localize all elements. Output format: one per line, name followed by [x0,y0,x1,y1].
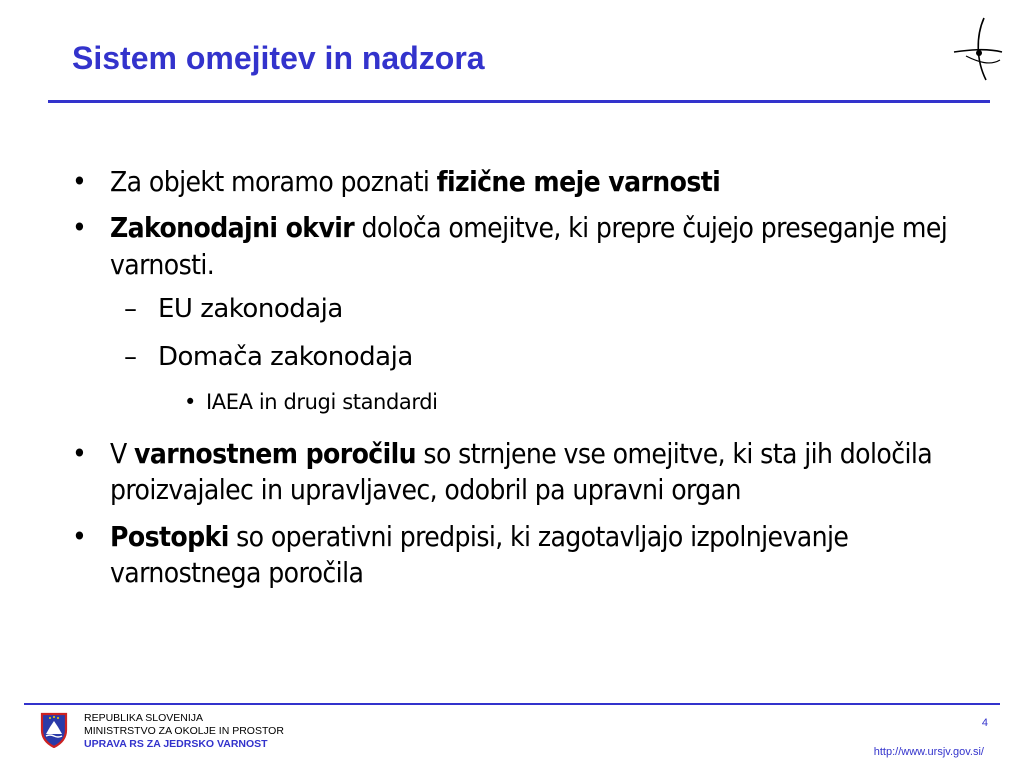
slovenia-coat-of-arms-icon [40,712,68,748]
bullet-marker: • [72,437,87,471]
slide-content [72,164,972,602]
bullet-marker: • [72,211,87,245]
title-divider [48,100,990,103]
bullet-physical-limits [72,164,972,200]
bullet-bold-text: varnostnem poročilu [134,437,417,471]
bullet-marker: • [72,519,87,553]
atom-logo-icon [948,16,1004,82]
slide-title: Sistem omejitev in nadzora [72,40,485,76]
ministry-line-republic: REPUBLIKA SLOVENIJA [84,712,204,724]
sub-bullet-marker: – [124,294,137,325]
ministry-line-agency: UPRAVA RS ZA JEDRSKO VARNOST [84,738,268,750]
ministry-block [84,712,284,751]
sub-bullet-marker: – [124,341,137,372]
sub-sub-bullet-text: IAEA in drugi standardi [206,389,438,414]
sub-bullet-text: EU zakonodaja [158,294,343,325]
sub-bullet-domestic-legislation [72,341,972,375]
ministry-line-ministry: MINISTRSTVO ZA OKOLJE IN PROSTOR [84,725,284,737]
bullet-marker: • [72,165,87,198]
bullet-bold-text: Postopki [110,519,229,553]
bullet-text: določa omejitve, ki prepre čujejo preseganje mej varnosti. [110,211,948,281]
bullet-text: so operativni predpisi, ki zagotavljajo izpolnjevanje varnostnega poročila [110,519,849,590]
bullet-text: so strnjene vse omejitve, ki sta jih določila proizvajalec in upravljavec, odobril pa upravni organ [110,437,933,507]
bullet-bold-text: Zakonodajni okvir [110,211,355,245]
bullet-safety-report [72,436,972,509]
sub-bullet-text: Domača zakonodaja [158,341,413,372]
footer-url-link[interactable]: http://www.ursjv.gov.si/ [873,746,984,758]
sub-sub-bullet-marker: • [184,389,196,414]
bullet-bold-text: fizične meje varnosti [436,165,721,198]
footer-divider [24,703,1000,705]
bullet-text: Za objekt moramo poznati [110,165,437,198]
bullet-procedures [72,519,972,592]
sub-sub-bullet-iaea [72,389,972,416]
bullet-prefix-text: V [110,437,135,471]
sub-bullet-eu-legislation [72,293,972,327]
bullet-legal-framework [72,210,972,283]
page-number: 4 [981,717,988,729]
